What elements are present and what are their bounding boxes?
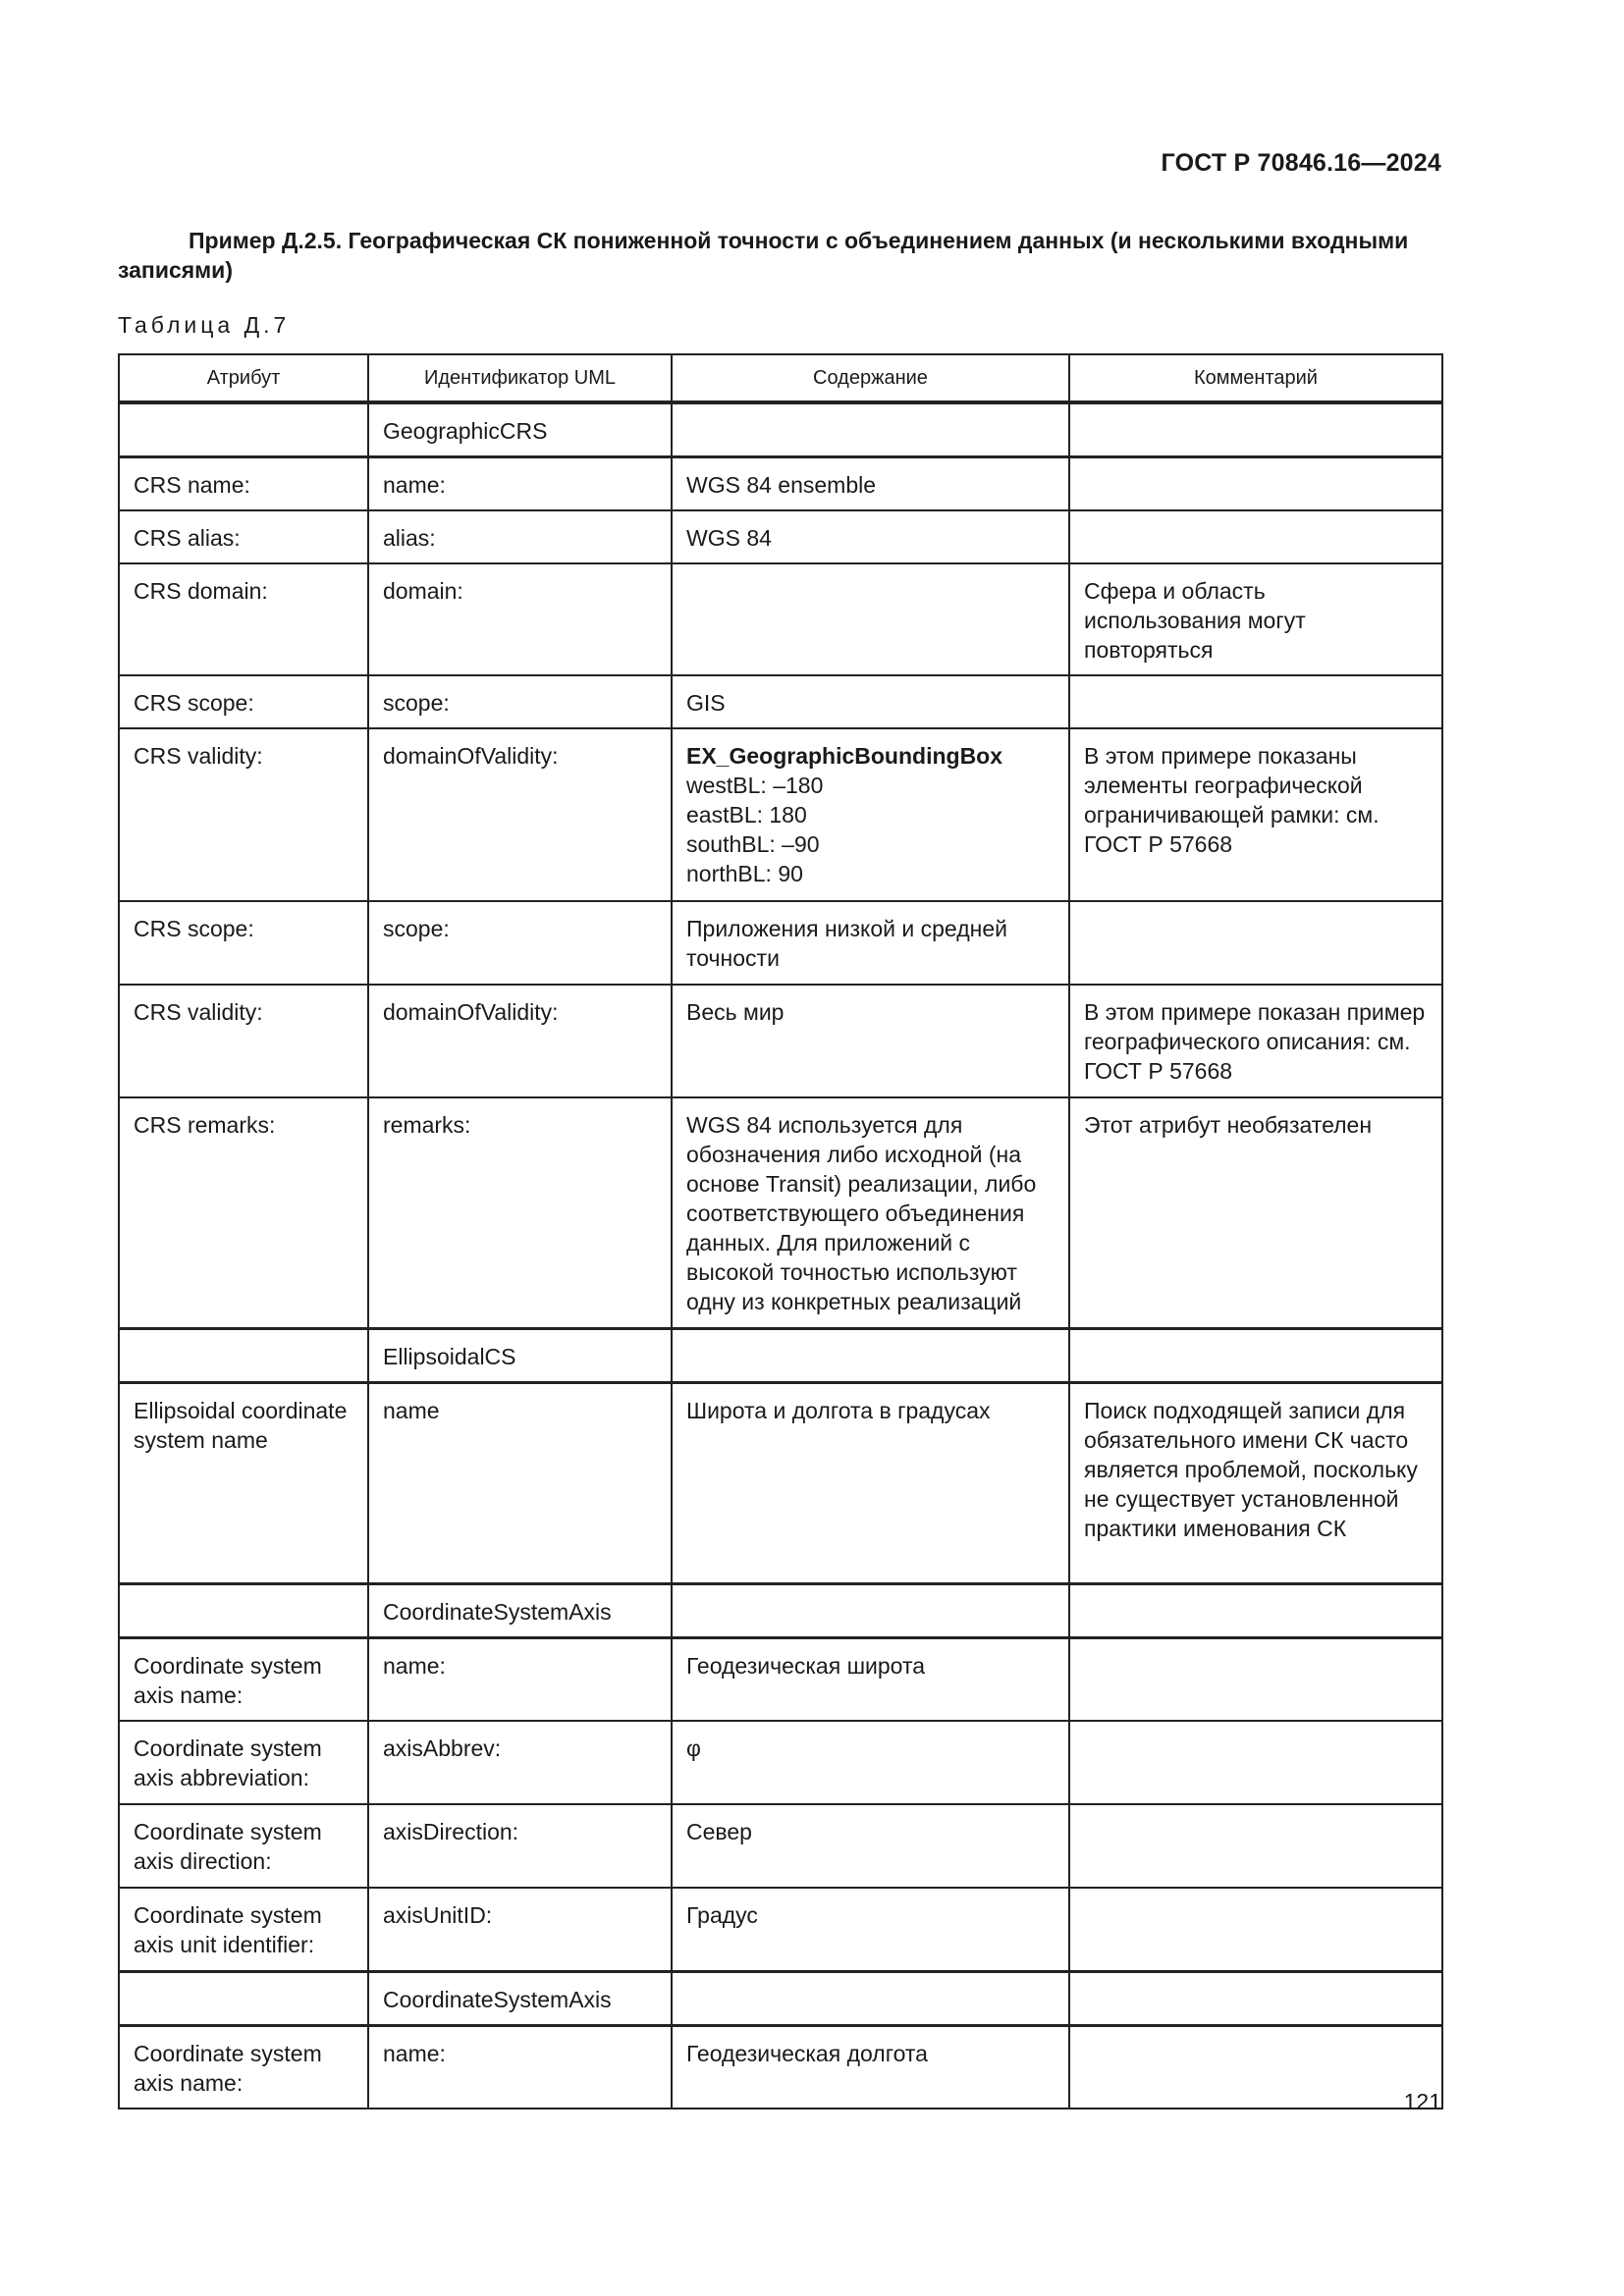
comment-cell: [1069, 1637, 1442, 1721]
content-cell: WGS 84 ensemble: [672, 457, 1069, 511]
comment-cell: [1069, 457, 1442, 511]
content-cell: [672, 563, 1069, 675]
content-cell: [672, 728, 1069, 901]
attribute-cell: Coordinate system axis unit identifier:: [119, 1888, 368, 1971]
attribute-cell: Coordinate system axis direction:: [119, 1804, 368, 1888]
table-row: [119, 1637, 1442, 1721]
table-header-row: [119, 354, 1442, 402]
attribute-cell: CRS alias:: [119, 510, 368, 563]
comment-cell: Поиск подходящей записи для обязательного имени СК часто является проблемой, поскольку не существует установленной практики именования СК: [1069, 1382, 1442, 1583]
attribute-cell: Coordinate system axis name:: [119, 2025, 368, 2109]
comment-cell: [1069, 1721, 1442, 1804]
column-header-comment: Комментарий: [1069, 354, 1442, 402]
attribute-cell: Coordinate system axis name:: [119, 1637, 368, 1721]
uml-id-cell: name:: [368, 2025, 672, 2109]
uml-id-cell: axisUnitID:: [368, 1888, 672, 1971]
bounding-box-class: EX_GeographicBoundingBox: [686, 743, 1003, 769]
content-cell: [672, 402, 1069, 457]
north-bound: northBL: 90: [686, 861, 803, 886]
content-cell: Приложения низкой и средней точности: [672, 901, 1069, 985]
south-bound: southBL: –90: [686, 831, 820, 857]
content-cell: WGS 84: [672, 510, 1069, 563]
table-row: [119, 985, 1442, 1097]
uml-class-cell: GeographicCRS: [368, 402, 672, 457]
comment-cell: [1069, 2025, 1442, 2109]
column-header-uml-identifier: Идентификатор UML: [368, 354, 672, 402]
uml-id-cell: axisDirection:: [368, 1804, 672, 1888]
comment-cell: [1069, 1971, 1442, 2025]
attribute-cell: CRS scope:: [119, 675, 368, 728]
content-cell: Весь мир: [672, 985, 1069, 1097]
uml-id-cell: axisAbbrev:: [368, 1721, 672, 1804]
attribute-cell: CRS domain:: [119, 563, 368, 675]
uml-id-cell: scope:: [368, 901, 672, 985]
uml-id-cell: name:: [368, 1637, 672, 1721]
comment-cell: [1069, 901, 1442, 985]
uml-id-cell: alias:: [368, 510, 672, 563]
comment-cell: [1069, 1583, 1442, 1637]
attribute-cell: Coordinate system axis abbreviation:: [119, 1721, 368, 1804]
document-code: ГОСТ Р 70846.16—2024: [1161, 149, 1441, 177]
table-section-row: [119, 1328, 1442, 1382]
table-row: [119, 1382, 1442, 1583]
attribute-cell: [119, 402, 368, 457]
table-row: [119, 457, 1442, 511]
comment-cell: [1069, 1888, 1442, 1971]
table-row: [119, 1721, 1442, 1804]
table-row: [119, 2025, 1442, 2109]
example-title: Пример Д.2.5. Географическая СК пониженной точности с объединением данных (и несколькими входными записями): [118, 228, 1409, 283]
column-header-content: Содержание: [672, 354, 1069, 402]
content-cell: Геодезическая широта: [672, 1637, 1069, 1721]
uml-id-cell: domainOfValidity:: [368, 985, 672, 1097]
uml-id-cell: domain:: [368, 563, 672, 675]
comment-cell: Этот атрибут необязателен: [1069, 1097, 1442, 1328]
table-section-row: [119, 1971, 1442, 2025]
content-cell: φ: [672, 1721, 1069, 1804]
content-cell: [672, 1328, 1069, 1382]
attribute-cell: CRS remarks:: [119, 1097, 368, 1328]
uml-class-cell: CoordinateSystemAxis: [368, 1583, 672, 1637]
uml-id-cell: scope:: [368, 675, 672, 728]
uml-id-cell: name: [368, 1382, 672, 1583]
table-section-row: [119, 402, 1442, 457]
table-section-row: [119, 1583, 1442, 1637]
attribute-cell: CRS scope:: [119, 901, 368, 985]
uml-class-cell: CoordinateSystemAxis: [368, 1971, 672, 2025]
table-row: [119, 1097, 1442, 1328]
comment-cell: [1069, 675, 1442, 728]
attribute-cell: CRS validity:: [119, 728, 368, 901]
comment-cell: [1069, 1328, 1442, 1382]
content-cell: [672, 1971, 1069, 2025]
comment-cell: В этом примере показан пример географического описания: см. ГОСТ Р 57668: [1069, 985, 1442, 1097]
table-row: [119, 728, 1442, 901]
comment-cell: Сфера и область использования могут повторяться: [1069, 563, 1442, 675]
attribute-cell: CRS validity:: [119, 985, 368, 1097]
attribute-cell: Ellipsoidal coordinate system name: [119, 1382, 368, 1583]
comment-cell: В этом примере показаны элементы географической ограничивающей рамки: см. ГОСТ Р 57668: [1069, 728, 1442, 901]
content-cell: Градус: [672, 1888, 1069, 1971]
east-bound: eastBL: 180: [686, 802, 807, 828]
content-cell: Широта и долгота в градусах: [672, 1382, 1069, 1583]
uml-id-cell: remarks:: [368, 1097, 672, 1328]
content-cell: Геодезическая долгота: [672, 2025, 1069, 2109]
table-row: [119, 675, 1442, 728]
content-cell: GIS: [672, 675, 1069, 728]
table-row: [119, 1804, 1442, 1888]
attribute-cell: [119, 1583, 368, 1637]
content-cell: [672, 1583, 1069, 1637]
comment-cell: [1069, 1804, 1442, 1888]
attribute-cell: CRS name:: [119, 457, 368, 511]
table-row: [119, 563, 1442, 675]
comment-cell: [1069, 510, 1442, 563]
comment-cell: [1069, 402, 1442, 457]
attribute-cell: [119, 1971, 368, 2025]
content-cell: Север: [672, 1804, 1069, 1888]
page-number: 121: [1403, 2089, 1441, 2114]
table-row: [119, 901, 1442, 985]
uml-class-cell: EllipsoidalCS: [368, 1328, 672, 1382]
uml-id-cell: domainOfValidity:: [368, 728, 672, 901]
table-row: [119, 510, 1442, 563]
attribute-table: [118, 353, 1443, 2109]
column-header-attribute: Атрибут: [119, 354, 368, 402]
west-bound: westBL: –180: [686, 773, 824, 798]
attribute-cell: [119, 1328, 368, 1382]
table-row: [119, 1888, 1442, 1971]
content-cell: WGS 84 используется для обозначения либо исходной (на основе Transit) реализации, либо соответствующего объединения данных. Для приложений с высокой точностью используют одну из конкретных реализаций: [672, 1097, 1069, 1328]
table-caption: Таблица Д.7: [118, 312, 291, 338]
uml-id-cell: name:: [368, 457, 672, 511]
